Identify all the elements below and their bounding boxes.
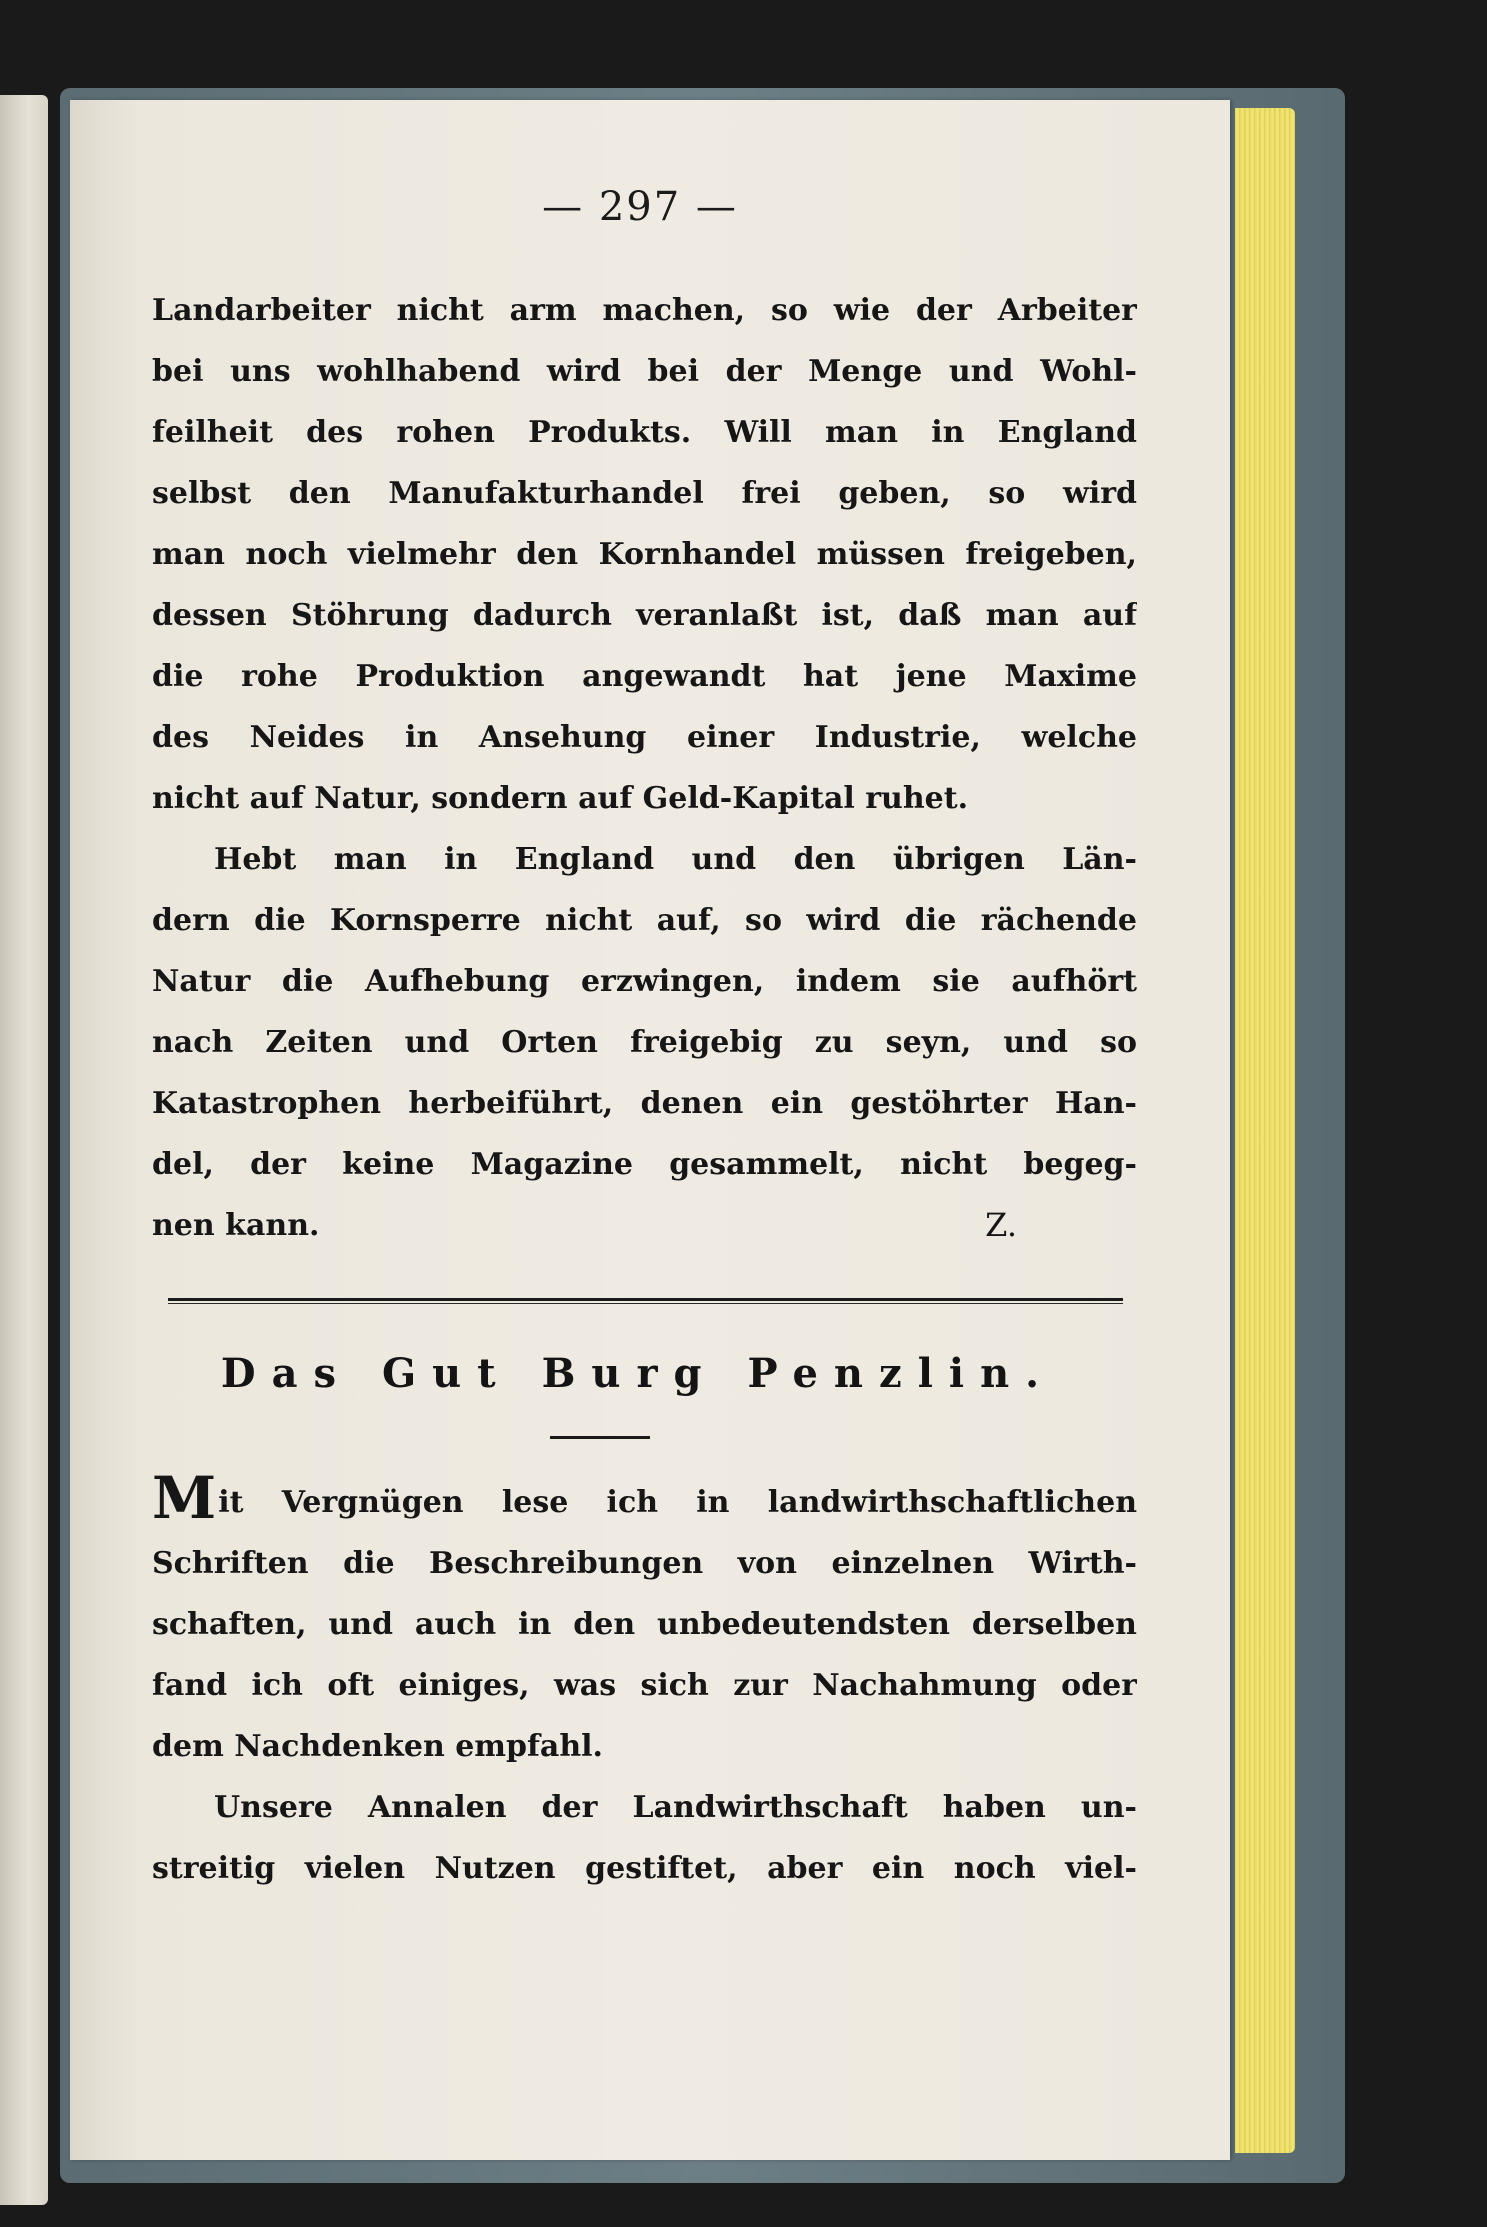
page-number: — 297 —	[542, 184, 738, 230]
text-line: selbst den Manufakturhandel frei geben, so wird	[152, 476, 1137, 511]
text-line: des Neides in Ansehung einer Industrie, welche	[152, 720, 1137, 755]
text-line: Unsere Annalen der Landwirthschaft haben un-	[214, 1790, 1137, 1825]
text-block-lower	[152, 1472, 1137, 1899]
text-line: Hebt man in England und den übrigen Län-	[214, 842, 1137, 877]
section-divider-thin	[168, 1303, 1123, 1304]
text-line: die rohe Produktion angewandt hat jene Maxime	[152, 659, 1137, 694]
text-line: Katastrophen herbeiführt, denen ein gestöhrter Han-	[152, 1086, 1137, 1121]
text-line: man noch vielmehr den Kornhandel müssen freigeben,	[152, 537, 1137, 572]
section-divider	[168, 1298, 1123, 1301]
text-line-content: it Vergnügen lese ich in landwirthschaftlichen	[218, 1485, 1137, 1520]
text-line-with-signature	[152, 1195, 1137, 1256]
text-line-first	[152, 1472, 1137, 1533]
page-edges	[1235, 108, 1295, 2153]
text-line: streitig vielen Nutzen gestiftet, aber ein noch viel-	[152, 1851, 1137, 1886]
text-block-upper	[152, 280, 1137, 1256]
text-line: dessen Stöhrung dadurch veranlaßt ist, daß man auf	[152, 598, 1137, 633]
book-page	[70, 100, 1230, 2160]
text-line: Landarbeiter nicht arm machen, so wie der Arbeiter	[152, 293, 1137, 328]
text-line: nach Zeiten und Orten freigebig zu seyn, und so	[152, 1025, 1137, 1060]
text-line: dem Nachdenken empfahl.	[152, 1729, 603, 1764]
text-line: schaften, und auch in den unbedeutendsten derselben	[152, 1607, 1137, 1642]
title-underline	[550, 1436, 650, 1439]
text-line: Schriften die Beschreibungen von einzelnen Wirth-	[152, 1546, 1137, 1581]
text-line: dern die Kornsperre nicht auf, so wird die rächende	[152, 903, 1137, 938]
text-line: bei uns wohlhabend wird bei der Menge und Wohl-	[152, 354, 1137, 389]
facing-page-edge	[0, 95, 48, 2205]
text-line: feilheit des rohen Produkts. Will man in England	[152, 415, 1137, 450]
drop-cap: M	[152, 1472, 217, 1532]
section-title: Das Gut Burg Penzlin.	[220, 1350, 1056, 1397]
text-line: Natur die Aufhebung erzwingen, indem sie aufhört	[152, 964, 1137, 999]
text-line: nicht auf Natur, sondern auf Geld-Kapital ruhet.	[152, 781, 969, 816]
author-signature: Z.	[985, 1206, 1017, 1244]
text-line: fand ich oft einiges, was sich zur Nachahmung oder	[152, 1668, 1137, 1703]
text-line: del, der keine Magazine gesammelt, nicht begeg-	[152, 1147, 1137, 1182]
text-line-content: nen kann.	[152, 1208, 320, 1243]
